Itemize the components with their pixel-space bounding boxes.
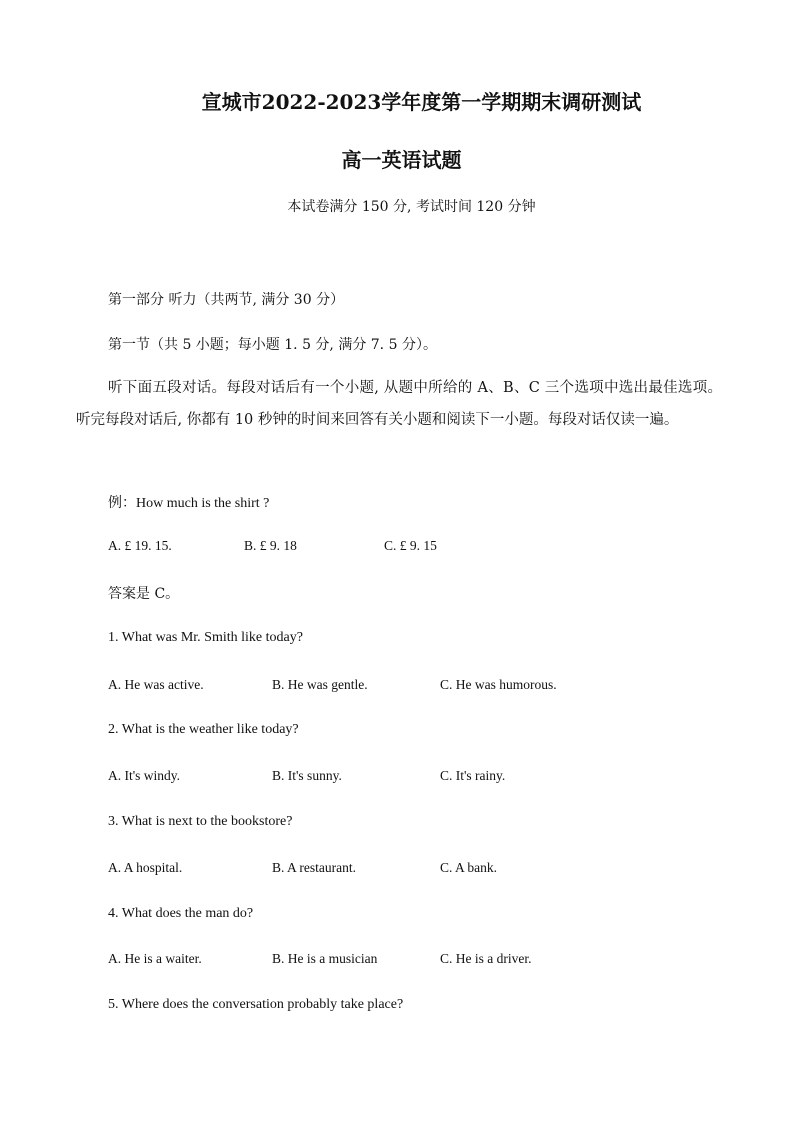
exam-title: 宣城市2022-2023学年度第一学期期末调研测试 xyxy=(201,90,642,114)
example-option-c: C. £ 9. 15 xyxy=(384,538,437,553)
section-heading: 第一节（共 5 小题；每小题 1. 5 分, 满分 7. 5 分）。 xyxy=(108,337,437,353)
example-option-b: B. £ 9. 18 xyxy=(244,538,297,553)
question-1-stem: 1. What was Mr. Smith like today? xyxy=(108,630,303,645)
question-5-stem: 5. Where does the conversation probably take place? xyxy=(108,997,404,1012)
question-3-option-b: B. A restaurant. xyxy=(272,860,356,875)
exam-subtitle: 高一英语试题 xyxy=(341,148,462,172)
question-2-option-a: A. It's windy. xyxy=(108,768,181,783)
part-heading: 第一部分 听力（共两节, 满分 30 分） xyxy=(108,292,345,308)
example-question: 例：How much is the shirt ? xyxy=(108,496,270,511)
question-3-stem: 3. What is next to the bookstore? xyxy=(108,814,293,829)
question-4-option-c: C. He is a driver. xyxy=(440,951,532,966)
question-1-option-a: A. He was active. xyxy=(108,677,204,692)
exam-note: 本试卷满分 150 分, 考试时间 120 分钟 xyxy=(287,199,536,215)
instructions-paragraph: 听下面五段对话。每段对话后有一个小题, 从题中所给的 A、B、C 三个选项中选出最佳选项。听完每段对话后, 你都有 10 秒钟的时间来回答有关小题和阅读下一小题。每段对话仅读一遍。 xyxy=(76,380,722,428)
question-1-option-c: C. He was humorous. xyxy=(440,677,557,692)
question-1-option-b: B. He was gentle. xyxy=(272,677,368,692)
question-3-option-a: A. A hospital. xyxy=(108,860,183,875)
question-2-option-b: B. It's sunny. xyxy=(272,768,342,783)
question-2-option-c: C. It's rainy. xyxy=(440,768,506,783)
question-4-option-a: A. He is a waiter. xyxy=(108,951,202,966)
question-4-option-b: B. He is a musician xyxy=(272,951,378,966)
question-2-stem: 2. What is the weather like today? xyxy=(108,722,299,737)
question-3-option-c: C. A bank. xyxy=(440,860,498,875)
example-answer: 答案是 C。 xyxy=(108,586,180,602)
example-option-a: A. £ 19. 15. xyxy=(108,538,172,553)
question-4-stem: 4. What does the man do? xyxy=(108,906,254,921)
